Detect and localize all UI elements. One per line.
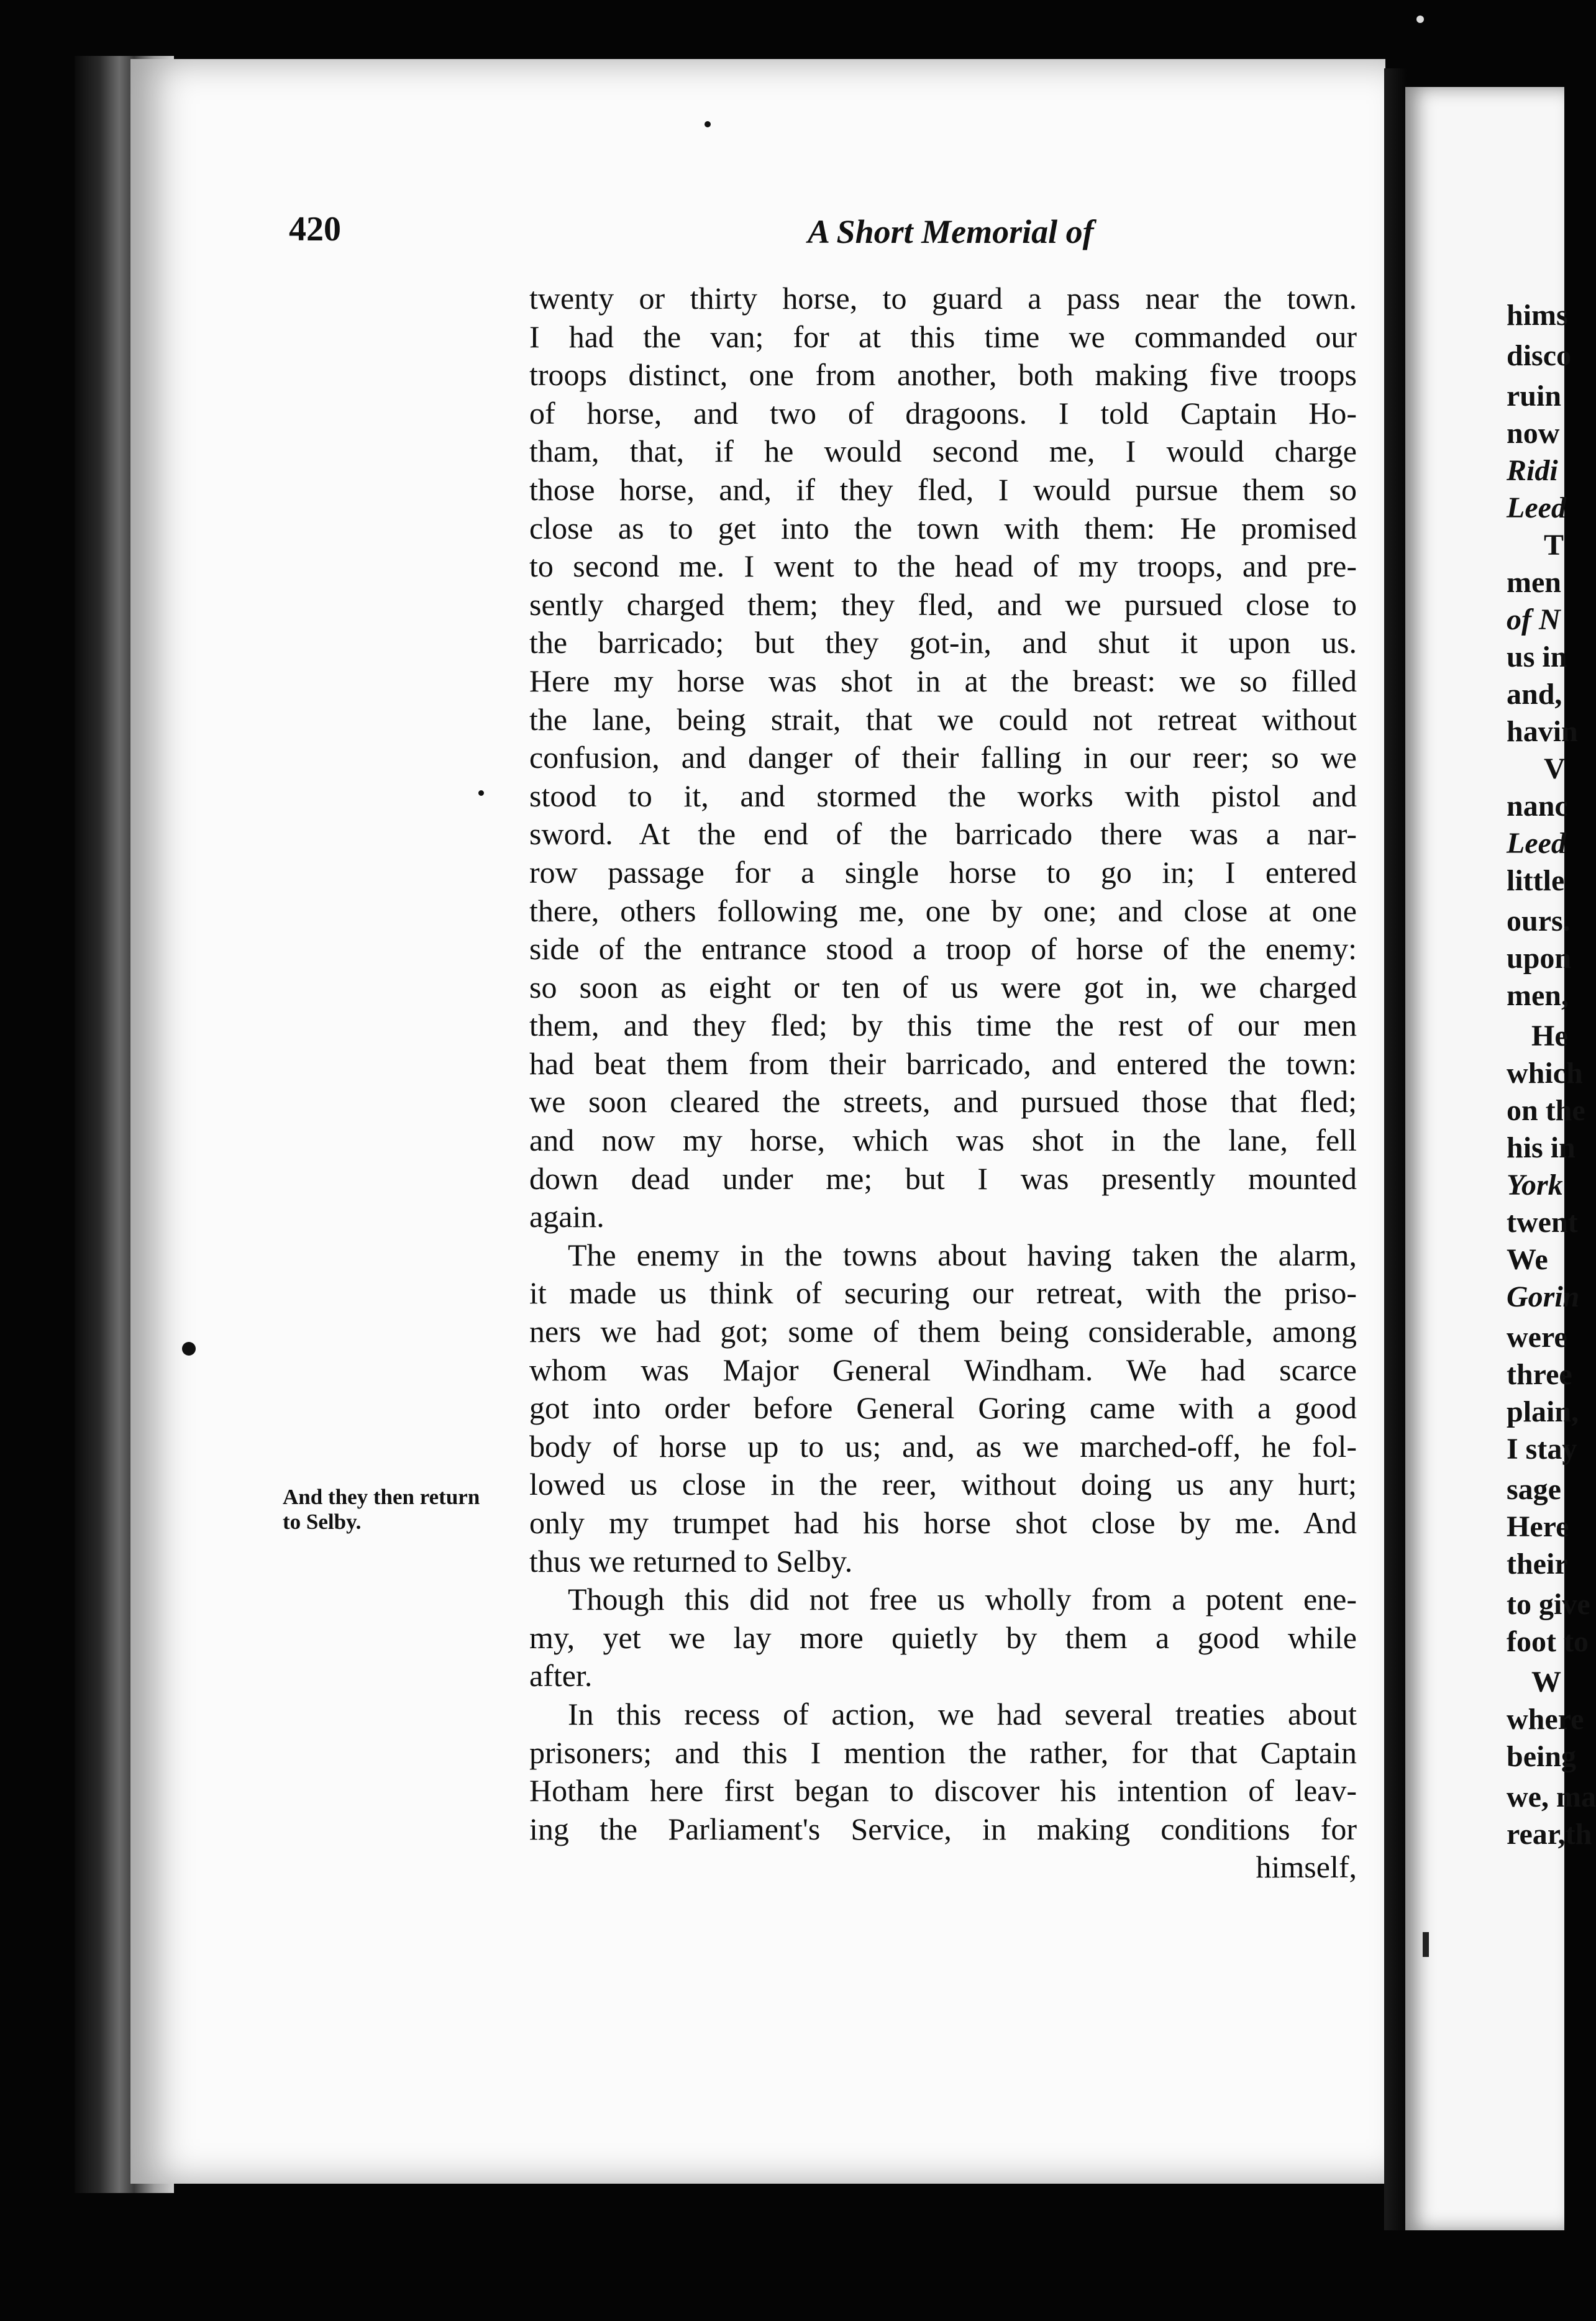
text-line: sword. At the end of the barricado there was a nar- bbox=[529, 816, 1357, 852]
fragment-line: ours. bbox=[1507, 905, 1571, 937]
margin-note bbox=[283, 1485, 531, 1534]
fragment-line: He bbox=[1531, 1019, 1568, 1052]
fragment-line: to give bbox=[1507, 1588, 1590, 1621]
page-number: 420 bbox=[289, 210, 341, 249]
fragment-line: twent bbox=[1507, 1206, 1578, 1239]
fragment-line: were bbox=[1507, 1321, 1567, 1354]
fragment-line: we, ma bbox=[1507, 1781, 1596, 1813]
fragment-line: of N bbox=[1507, 603, 1561, 636]
fragment-line: I stay bbox=[1507, 1433, 1577, 1466]
fragment-line: W bbox=[1531, 1666, 1561, 1699]
fragment-line: Gorin bbox=[1507, 1280, 1580, 1313]
ink-speck bbox=[705, 121, 711, 127]
text-line: lowed us close in the reer, without doing us any hurt; bbox=[529, 1467, 1357, 1502]
text-line: tham, that, if he would second me, I would charge bbox=[529, 434, 1357, 469]
fragment-line: men bbox=[1507, 566, 1561, 599]
text-line: the lane, being strait, that we could not retreat without bbox=[529, 701, 1357, 737]
fragment-line: little bbox=[1507, 864, 1565, 897]
text-line: and now my horse, which was shot in the lane, fell bbox=[529, 1123, 1357, 1158]
page-gutter bbox=[1384, 68, 1407, 2230]
fragment-line: now bbox=[1507, 417, 1560, 450]
fragment-line: his in bbox=[1507, 1131, 1575, 1164]
text-line: again. bbox=[529, 1199, 604, 1234]
text-line: ners we had got; some of them being considerable, among bbox=[529, 1314, 1357, 1349]
fragment-line: nanc bbox=[1507, 790, 1568, 823]
page-edge-mark bbox=[1423, 1932, 1429, 1957]
text-line: of horse, and two of dragoons. I told Captain Ho- bbox=[529, 395, 1357, 431]
text-line: got into order before General Goring came with a good bbox=[529, 1390, 1357, 1426]
text-line: whom was Major General Windham. We had scarce bbox=[529, 1352, 1357, 1387]
fragment-line: Ridi bbox=[1507, 454, 1558, 487]
fragment-line: on the bbox=[1507, 1094, 1585, 1127]
text-line: body of horse up to us; and, as we marched-off, he fol- bbox=[529, 1428, 1357, 1464]
margin-note-line: to Selby. bbox=[283, 1510, 362, 1534]
text-line: close as to get into the town with them: He promised bbox=[529, 510, 1357, 545]
fragment-line: hims bbox=[1507, 299, 1568, 332]
text-line: In this recess of action, we had several treaties about bbox=[568, 1696, 1357, 1731]
text-line: down dead under me; but I was presently mounted bbox=[529, 1160, 1357, 1196]
text-line: there, others following me, one by one; and close at one bbox=[529, 893, 1357, 928]
text-line: ing the Parliament's Service, in making conditions for bbox=[529, 1811, 1357, 1846]
fragment-line: V bbox=[1544, 752, 1566, 785]
running-head: A Short Memorial of bbox=[808, 213, 1094, 250]
fragment-line: Here bbox=[1507, 1510, 1569, 1543]
body-text bbox=[529, 280, 1357, 1887]
text-line: thus we returned to Selby. bbox=[529, 1543, 853, 1579]
fragment-line: York bbox=[1507, 1169, 1563, 1202]
text-line: Though this did not free us wholly from a potent ene- bbox=[568, 1582, 1357, 1617]
fragment-line: which bbox=[1507, 1057, 1583, 1090]
fragment-line: ruin bbox=[1507, 380, 1562, 413]
fragment-line: foot to bbox=[1507, 1625, 1589, 1658]
text-line: we soon cleared the streets, and pursued those that fled; bbox=[529, 1084, 1357, 1119]
fragment-line: rear,th bbox=[1507, 1818, 1592, 1851]
fragment-line: their bbox=[1507, 1548, 1568, 1580]
fragment-line: being bbox=[1507, 1740, 1577, 1773]
ink-speck bbox=[478, 790, 484, 796]
fragment-line: men, bbox=[1507, 979, 1569, 1012]
text-line: them, and they fled; by this time the rest of our men bbox=[529, 1008, 1357, 1043]
fragment-line: disco bbox=[1507, 339, 1572, 372]
text-line: prisoners; and this I mention the rather, for that Captain bbox=[529, 1735, 1357, 1770]
text-line: Hotham here first began to discover his intention of leav- bbox=[529, 1773, 1357, 1808]
fragment-line: havin bbox=[1507, 715, 1578, 748]
text-line: side of the entrance stood a troop of horse of the enemy: bbox=[529, 931, 1357, 967]
fragment-line: We bbox=[1507, 1243, 1548, 1276]
fragment-line: upon bbox=[1507, 942, 1572, 975]
text-line: stood to it, and stormed the works with pistol and bbox=[529, 778, 1357, 813]
text-line: the barricado; but they got-in, and shut it upon us. bbox=[529, 625, 1357, 660]
fragment-line: where bbox=[1507, 1703, 1584, 1736]
fragment-line: Leed bbox=[1507, 491, 1566, 524]
text-line: I had the van; for at this time we commanded our bbox=[529, 319, 1357, 354]
fragment-line: T bbox=[1544, 529, 1564, 562]
ink-speck bbox=[182, 1342, 196, 1356]
text-line: confusion, and danger of their falling in our reer; so we bbox=[529, 740, 1357, 775]
ink-speck bbox=[1416, 16, 1424, 23]
fragment-line: three bbox=[1507, 1358, 1572, 1391]
text-line: troops distinct, one from another, both making five troops bbox=[529, 357, 1357, 393]
fragment-line: us in bbox=[1507, 641, 1567, 673]
text-line: row passage for a single horse to go in; I entered bbox=[529, 854, 1357, 890]
catchword: himself, bbox=[1256, 1849, 1357, 1885]
text-line: sently charged them; they fled, and we pursued close to bbox=[529, 586, 1357, 622]
text-line: after. bbox=[529, 1658, 593, 1694]
fragment-line: and, bbox=[1507, 678, 1562, 711]
text-line: The enemy in the towns about having taken the alarm, bbox=[568, 1237, 1357, 1272]
text-line: twenty or thirty horse, to guard a pass near the town. bbox=[529, 281, 1357, 316]
text-line: those horse, and, if they fled, I would pursue them so bbox=[529, 472, 1357, 507]
text-line: it made us think of securing our retreat, with the priso- bbox=[529, 1275, 1357, 1311]
text-line: to second me. I went to the head of my troops, and pre- bbox=[529, 549, 1357, 584]
text-line: only my trumpet had his horse shot close by me. And bbox=[529, 1505, 1357, 1540]
text-line: so soon as eight or ten of us were got in, we charged bbox=[529, 969, 1357, 1005]
text-line: my, yet we lay more quietly by them a good while bbox=[529, 1620, 1357, 1655]
fragment-line: sage bbox=[1507, 1473, 1561, 1506]
fragment-line: Leed bbox=[1507, 827, 1566, 860]
text-line: had beat them from their barricado, and entered the town: bbox=[529, 1046, 1357, 1081]
margin-note-line: And they then return bbox=[283, 1485, 480, 1509]
text-line: Here my horse was shot in at the breast: we so filled bbox=[529, 663, 1357, 698]
fragment-line: plain, bbox=[1507, 1395, 1579, 1428]
